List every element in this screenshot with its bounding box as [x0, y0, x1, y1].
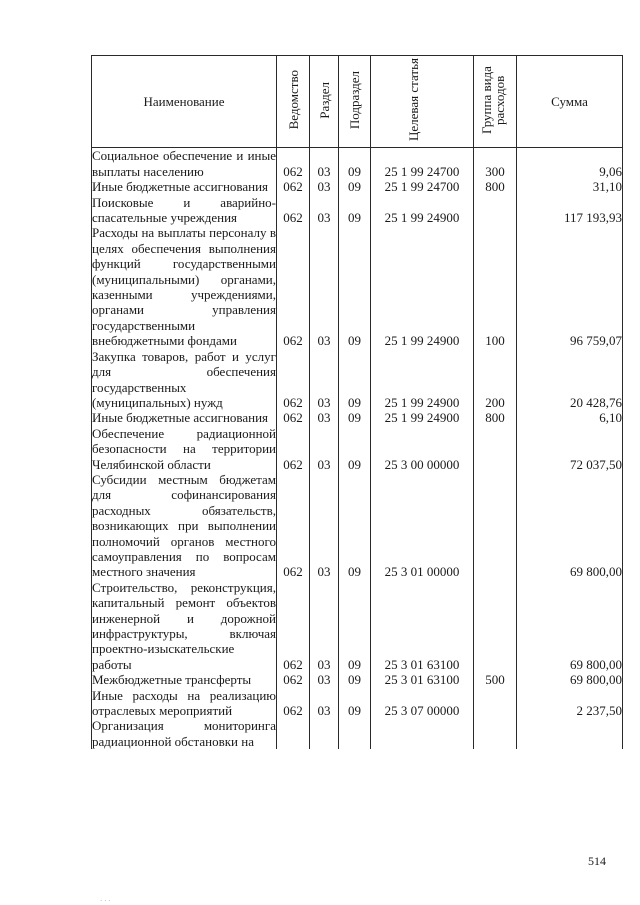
cell-razdel: 03 — [310, 195, 339, 226]
table-row — [92, 349, 623, 411]
cell-celevaya: 25 3 00 00000 — [371, 426, 474, 472]
cell-podrazdel: 09 — [339, 225, 371, 348]
scan-artifact: · · · — [100, 897, 111, 905]
cell-gruppa — [474, 426, 517, 472]
cell-razdel: 03 — [310, 672, 339, 687]
cell-name: Строительство, реконструкция, капитальный ремонт объектов инженерной и дорожной инфраструктуры, включая проектно-изыскательские работы — [92, 579, 276, 672]
cell-gruppa — [474, 195, 517, 226]
cell-podrazdel: 09 — [339, 426, 371, 472]
cell-podrazdel: 09 — [339, 672, 371, 687]
cell-summa: 96 759,07 — [517, 225, 623, 348]
cell-celevaya: 25 1 99 24700 — [371, 179, 474, 194]
cell-gruppa: 800 — [474, 179, 517, 194]
cell-celevaya: 25 1 99 24900 — [371, 225, 474, 348]
cell-name: Поисковые и аварийно-спасательные учреждения — [92, 194, 276, 226]
cell-name: Обеспечение радиационной безопасности на территории Челябинской области — [92, 425, 276, 472]
cell-celevaya: 25 3 01 63100 — [371, 580, 474, 672]
cell-razdel: 03 — [310, 426, 339, 472]
cell-celevaya: 25 1 99 24900 — [371, 410, 474, 425]
cell-celevaya — [371, 718, 474, 749]
cell-gruppa — [474, 718, 517, 749]
cell-gruppa — [474, 472, 517, 580]
cell-podrazdel: 09 — [339, 195, 371, 226]
cell-vedomstvo: 062 — [277, 410, 310, 425]
cell-vedomstvo: 062 — [277, 195, 310, 226]
table-row — [92, 580, 623, 672]
table-row — [92, 195, 623, 226]
cell-gruppa: 800 — [474, 410, 517, 425]
cell-name: Субсидии местным бюджетам для софинансирования расходных обязательств, возникающих при выполнении полномочий органов местного самоуправления по вопросам местного значения — [92, 471, 276, 580]
cell-podrazdel: 09 — [339, 349, 371, 411]
cell-name: Межбюджетные трансферты — [92, 672, 277, 687]
cell-gruppa — [474, 688, 517, 719]
cell-name: Иные расходы на реализацию отраслевых мероприятий — [92, 687, 276, 719]
budget-table — [91, 55, 623, 749]
cell-gruppa — [474, 580, 517, 672]
cell-podrazdel: 09 — [339, 410, 371, 425]
cell-gruppa: 300 — [474, 148, 517, 179]
cell-summa: 2 237,50 — [517, 688, 623, 719]
cell-gruppa: 100 — [474, 225, 517, 348]
cell-name: Закупка товаров, работ и услуг для обеспечения государственных (муниципальных) нужд — [92, 348, 276, 410]
cell-razdel: 03 — [310, 580, 339, 672]
cell-summa: 31,10 — [517, 179, 623, 194]
header-vedomstvo: Ведомство — [277, 56, 310, 148]
cell-summa: 117 193,93 — [517, 195, 623, 226]
page-number: 514 — [588, 854, 606, 868]
cell-podrazdel: 09 — [339, 148, 371, 179]
cell-podrazdel — [339, 718, 371, 749]
cell-summa: 20 428,76 — [517, 349, 623, 411]
table-row — [92, 672, 623, 687]
cell-name: Организация мониторинга радиационной обстановки на — [92, 718, 276, 749]
cell-celevaya: 25 3 07 00000 — [371, 688, 474, 719]
header-celevaya: Целевая статья — [371, 56, 474, 148]
cell-vedomstvo: 062 — [277, 688, 310, 719]
cell-vedomstvo: 062 — [277, 426, 310, 472]
cell-celevaya: 25 1 99 24900 — [371, 349, 474, 411]
table-row — [92, 410, 623, 425]
cell-name: Иные бюджетные ассигнования — [92, 179, 277, 194]
header-podrazdel: Подраздел — [339, 56, 371, 148]
table-row — [92, 472, 623, 580]
header-razdel: Раздел — [310, 56, 339, 148]
cell-summa: 9,06 — [517, 148, 623, 179]
cell-vedomstvo: 062 — [277, 148, 310, 179]
cell-podrazdel: 09 — [339, 688, 371, 719]
table-row — [92, 718, 623, 749]
cell-celevaya: 25 1 99 24900 — [371, 195, 474, 226]
header-name: Наименование — [92, 56, 277, 148]
header-gruppa: Группа вида расходов — [474, 56, 517, 148]
header-summa: Сумма — [517, 56, 623, 148]
cell-razdel: 03 — [310, 688, 339, 719]
cell-vedomstvo: 062 — [277, 580, 310, 672]
cell-podrazdel: 09 — [339, 472, 371, 580]
cell-razdel: 03 — [310, 179, 339, 194]
table-row — [92, 225, 623, 348]
cell-razdel: 03 — [310, 225, 339, 348]
cell-summa: 72 037,50 — [517, 426, 623, 472]
cell-gruppa: 500 — [474, 672, 517, 687]
cell-razdel: 03 — [310, 410, 339, 425]
table-row — [92, 179, 623, 194]
table-row — [92, 426, 623, 472]
cell-vedomstvo: 062 — [277, 472, 310, 580]
cell-vedomstvo: 062 — [277, 349, 310, 411]
cell-vedomstvo: 062 — [277, 225, 310, 348]
cell-razdel: 03 — [310, 349, 339, 411]
cell-summa: 69 800,00 — [517, 580, 623, 672]
cell-razdel — [310, 718, 339, 749]
cell-summa: 6,10 — [517, 410, 623, 425]
cell-name: Расходы на выплаты персоналу в целях обеспечения выполнения функций государственными (муниципальными) органами, казенными учреждениями, органами управления государственными внебюджетными фондами — [92, 225, 276, 349]
cell-razdel: 03 — [310, 148, 339, 179]
cell-vedomstvo — [277, 718, 310, 749]
cell-name: Социальное обеспечение и иные выплаты населению — [92, 148, 276, 179]
cell-vedomstvo: 062 — [277, 179, 310, 194]
cell-vedomstvo: 062 — [277, 672, 310, 687]
cell-summa: 69 800,00 — [517, 672, 623, 687]
cell-gruppa: 200 — [474, 349, 517, 411]
cell-summa — [517, 718, 623, 749]
cell-podrazdel: 09 — [339, 580, 371, 672]
cell-summa: 69 800,00 — [517, 472, 623, 580]
table-header-row — [92, 56, 623, 148]
cell-podrazdel: 09 — [339, 179, 371, 194]
table-row — [92, 148, 623, 179]
cell-razdel: 03 — [310, 472, 339, 580]
table-body — [92, 148, 623, 749]
cell-celevaya: 25 1 99 24700 — [371, 148, 474, 179]
cell-name: Иные бюджетные ассигнования — [92, 410, 277, 425]
table-row — [92, 688, 623, 719]
cell-celevaya: 25 3 01 00000 — [371, 472, 474, 580]
cell-celevaya: 25 3 01 63100 — [371, 672, 474, 687]
